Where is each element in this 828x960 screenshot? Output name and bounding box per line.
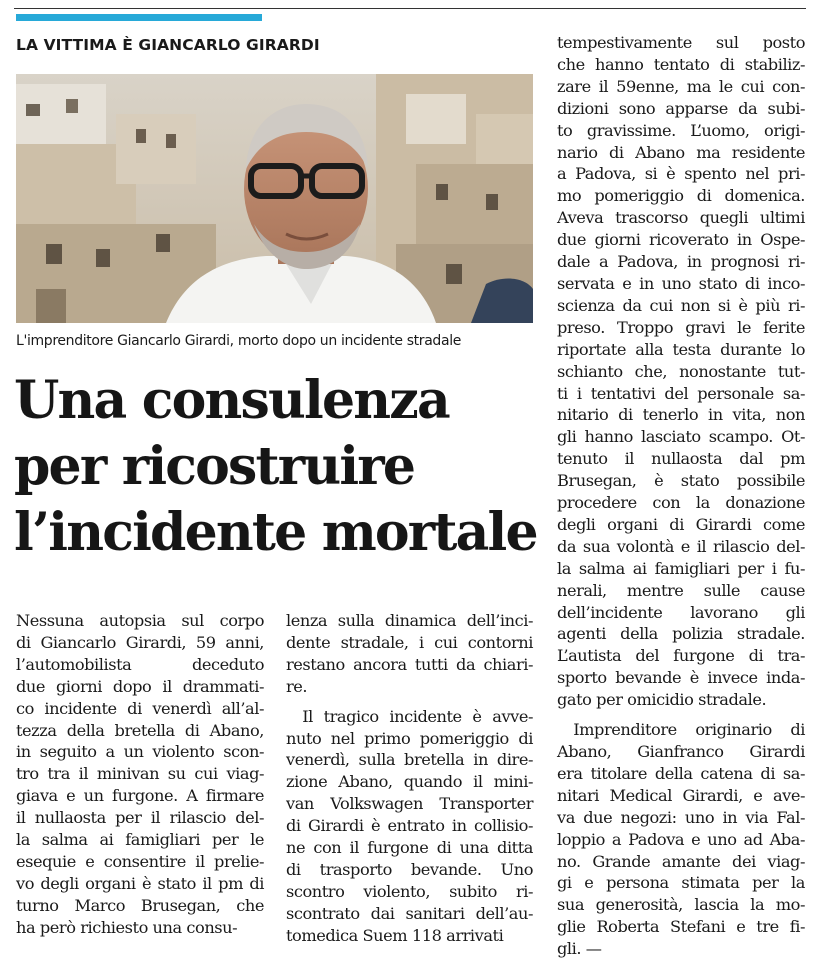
- headline: [14, 368, 544, 566]
- text-line: agenti della polizia stradale.: [557, 624, 805, 644]
- text-line: di trasporto bevande. Uno: [286, 859, 533, 879]
- text-line: due giorni ricoverato in Ospe-: [557, 230, 805, 250]
- text-line: servata e in uno stato di inco-: [557, 273, 805, 293]
- text-line: il nullaosta per il rilascio del-: [16, 808, 264, 828]
- text-line: giava e un furgone. A firmare: [16, 786, 264, 806]
- text-line: co incidente di venerdì all’al-: [16, 698, 264, 718]
- photo-caption: L'imprenditore Giancarlo Girardi, morto dopo un incidente stradale: [16, 333, 462, 349]
- text-line: re.: [286, 676, 308, 696]
- text-line: dale a Padova, in prognosi ri-: [557, 252, 805, 272]
- body-column-1: [16, 610, 264, 939]
- text-line: va due negozi: uno in via Fal-: [557, 807, 805, 827]
- text-line: preso. Troppo gravi le ferite: [557, 317, 805, 337]
- text-line: to gravissime. L’uomo, origi-: [557, 120, 805, 140]
- text-line: nitario di tenerlo in vita, non: [557, 405, 805, 425]
- text-line: dizioni sono apparse da subi-: [557, 98, 805, 118]
- text-line: turno Marco Brusegan, che: [16, 895, 264, 915]
- text-line: restano ancora tutti da chiari-: [286, 654, 533, 674]
- text-line: sua generosità, lascia la mo-: [557, 895, 805, 915]
- text-line: di Giancarlo Girardi, 59 anni,: [16, 632, 264, 652]
- paragraph-gap: [286, 698, 533, 706]
- text-line: Aveva trascorso quegli ultimi: [557, 208, 805, 228]
- text-line: Nessuna autopsia sul corpo: [16, 611, 264, 630]
- text-line: era titolare della catena di sa-: [557, 763, 805, 783]
- text-line: la salma ai famigliari per le: [16, 830, 264, 850]
- top-rule: [14, 8, 806, 9]
- text-line: di Girardi è entrato in collisio-: [286, 816, 533, 836]
- text-line: venerdì, sulla bretella in dire-: [286, 750, 533, 770]
- text-line: ha però richiesto una consu-: [16, 917, 238, 937]
- text-line: schianto che, nonostante tut-: [557, 361, 805, 381]
- text-line: l’automobilista deceduto: [16, 654, 264, 674]
- text-line: nitari Medical Girardi, e ave-: [557, 785, 805, 805]
- text-line: loppio a Padova e uno ad Aba-: [557, 829, 805, 849]
- body-column-2: [286, 610, 533, 947]
- text-line: vo degli organi è stato il pm di: [16, 873, 264, 893]
- text-line: degli organi di Girardi come: [557, 514, 805, 534]
- headline-line: per ricostruire: [14, 436, 415, 497]
- text-line: dell’incidente lavorano gli: [557, 602, 805, 622]
- article-photo: [16, 74, 533, 323]
- text-line: no. Grande amante dei viag-: [557, 851, 805, 871]
- text-line: dente stradale, i cui contorni: [286, 632, 533, 652]
- text-line: Brusegan, è stato possibile: [557, 471, 805, 491]
- body-column-3: [557, 32, 805, 960]
- text-line: gli hanno lasciato scampo. Ot-: [557, 427, 805, 447]
- text-line: scontrato dai sanitari dell’au-: [286, 903, 533, 923]
- text-line: mo pomeriggio di domenica.: [557, 186, 805, 206]
- text-line: nerali, mentre sulle cause: [557, 580, 805, 600]
- text-line: ne con il furgone di una ditta: [286, 838, 533, 858]
- text-line: Imprenditore originario di: [573, 720, 805, 740]
- text-line: L’autista del furgone di tra-: [557, 646, 805, 666]
- text-line: tezza della bretella di Abano,: [16, 720, 264, 740]
- text-line: zare il 59enne, ma le cui con-: [557, 76, 805, 96]
- text-line: da sua volontà e il rilascio del-: [557, 536, 805, 556]
- headline-line: Una consulenza: [14, 370, 449, 431]
- text-line: tenuto il nullaosta dal pm: [557, 449, 805, 469]
- kicker: LA VITTIMA È GIANCARLO GIRARDI: [16, 36, 320, 54]
- text-line: la salma ai famigliari per i fu-: [557, 558, 805, 578]
- paragraph-gap: [557, 711, 805, 719]
- text-line: Il tragico incidente è avve-: [302, 706, 533, 726]
- text-line: tempestivamente sul posto: [557, 33, 805, 52]
- text-line: esequie e consentire il prelie-: [16, 851, 264, 871]
- text-line: in seguito a un violento scon-: [16, 742, 264, 762]
- text-line: a Padova, si è spento nel pri-: [557, 164, 805, 184]
- text-line: riportate alla testa durante lo: [557, 339, 805, 359]
- headline-line: l’incidente mortale: [14, 502, 537, 563]
- text-line: procedere con la donazione: [557, 493, 805, 513]
- portrait-photo-icon: [16, 74, 533, 323]
- text-line: Abano, Gianfranco Girardi: [557, 742, 805, 761]
- text-line: gi e persona stimata per la: [557, 873, 805, 893]
- text-line: sporto bevande è invece inda-: [557, 668, 805, 688]
- text-line: due giorni dopo il drammati-: [16, 676, 264, 696]
- text-line: scienza da cui non si è più ri-: [557, 295, 805, 315]
- text-line: zione Abano, quando il mini-: [286, 772, 533, 792]
- text-line: gli. —: [557, 939, 602, 959]
- text-line: nario di Abano ma residente: [557, 142, 805, 162]
- text-line: glie Roberta Stefani e tre fi-: [557, 917, 805, 937]
- text-line: lenza sulla dinamica dell’inci-: [286, 611, 533, 630]
- text-line: tro tra il minivan su cui viag-: [16, 764, 264, 784]
- text-line: nuto nel primo pomeriggio di: [286, 728, 533, 748]
- text-line: tomedica Suem 118 arrivati: [286, 925, 504, 945]
- text-line: scontro violento, subito ri-: [286, 881, 533, 901]
- text-line: che hanno tentato di stabiliz-: [557, 54, 805, 74]
- section-accent-bar: [16, 14, 262, 21]
- text-line: ti i tentativi del personale sa-: [557, 383, 805, 403]
- text-line: van Volkswagen Transporter: [286, 794, 533, 814]
- text-line: gato per omicidio stradale.: [557, 690, 767, 710]
